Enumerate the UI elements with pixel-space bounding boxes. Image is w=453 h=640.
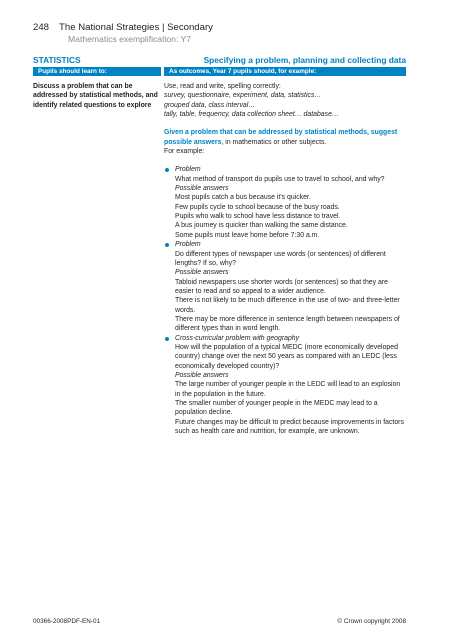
outcome-intro-rest: , in mathematics or other subjects. (221, 138, 327, 146)
answer-line: The large number of younger people in the LEDC will lead to an explosion in the population in the future. (175, 381, 401, 398)
section-heading (33, 55, 406, 67)
outcome-intro-line2: For example: (164, 148, 205, 156)
copyright-notice: © Crown copyright 2008 (337, 618, 406, 625)
learning-objective: Discuss a problem that can be addressed by statistical methods, and identify related questions to explore (33, 83, 158, 109)
outcome-highlight: Given a problem that can be addressed by statistical methods, suggest possible answers (164, 129, 398, 146)
answer-line: Pupils who walk to school have less distance to travel. (175, 213, 341, 221)
answer-line: Tabloid newspapers use shorter words (or sentences) so that they are easier to read and so appeal to a wider audience. (175, 278, 388, 295)
page-number: 248 (33, 22, 50, 33)
example-question: What method of transport do pupils use to travel to school, and why? (175, 175, 385, 183)
left-column-header: Pupils should learn to: (33, 67, 161, 76)
list-item (164, 240, 407, 333)
bullet-icon (165, 243, 169, 247)
example-question: How will the population of a typical MEDC (more economically developed country) change over the next 50 years as compared with an LEDC (less economically developed country)? (175, 343, 398, 370)
outcome-intro (164, 128, 407, 147)
document-reference: 00366-2008PDF-EN-01 (33, 618, 101, 625)
answer-line: A bus journey is quicker than walking the same distance. (175, 222, 348, 230)
page-header (33, 22, 433, 45)
publication-title: The National Strategies | Secondary (59, 22, 213, 33)
example-heading: Cross-curricular problem with geography (175, 334, 300, 342)
outcomes-column (164, 82, 407, 436)
vocab-line: tally, table, frequency, data collection sheet… database… (164, 111, 339, 119)
topic-title: Specifying a problem, planning and collecting data (203, 55, 406, 65)
examples-list (164, 165, 407, 436)
answers-label: Possible answers (175, 371, 229, 379)
answer-line: The smaller number of younger people in the MEDC may lead to a population decline. (175, 400, 378, 417)
list-item (164, 334, 407, 437)
answer-line: Future changes may be difficult to predict because improvements in factors such as health care and nutrition, for example, are unknown. (175, 418, 404, 436)
example-question: Do different types of newspaper use words (or sentences) of different lengths? If so, why? (175, 250, 386, 267)
vocab-intro: Use, read and write, spelling correctly: (164, 83, 281, 90)
answers-label: Possible answers (175, 185, 229, 193)
publication-subtitle: Mathematics exemplification: Y7 (68, 34, 192, 44)
answers-label: Possible answers (175, 269, 229, 277)
bullet-icon (165, 168, 169, 172)
answer-line: Few pupils cycle to school because of the busy roads. (175, 203, 340, 211)
example-heading: Problem (175, 166, 201, 174)
answer-line: There may be more difference in sentence length between newspapers of different types than in word length. (175, 315, 400, 333)
answer-line: Some pupils must leave home before 7:30 a.m. (175, 231, 320, 239)
vocab-line: grouped data, class interval… (164, 101, 256, 109)
answer-line: Most pupils catch a bus because it's quicker. (175, 194, 311, 202)
vocab-line: survey, questionnaire, experiment, data, statistics… (164, 92, 322, 100)
strand-title: STATISTICS (33, 55, 81, 65)
right-column-header: As outcomes, Year 7 pupils should, for example: (164, 67, 406, 76)
answer-line: There is not likely to be much difference in the use of two- and three-letter words. (175, 297, 400, 314)
example-heading: Problem (175, 241, 201, 249)
bullet-icon (165, 337, 169, 341)
list-item (164, 165, 407, 240)
